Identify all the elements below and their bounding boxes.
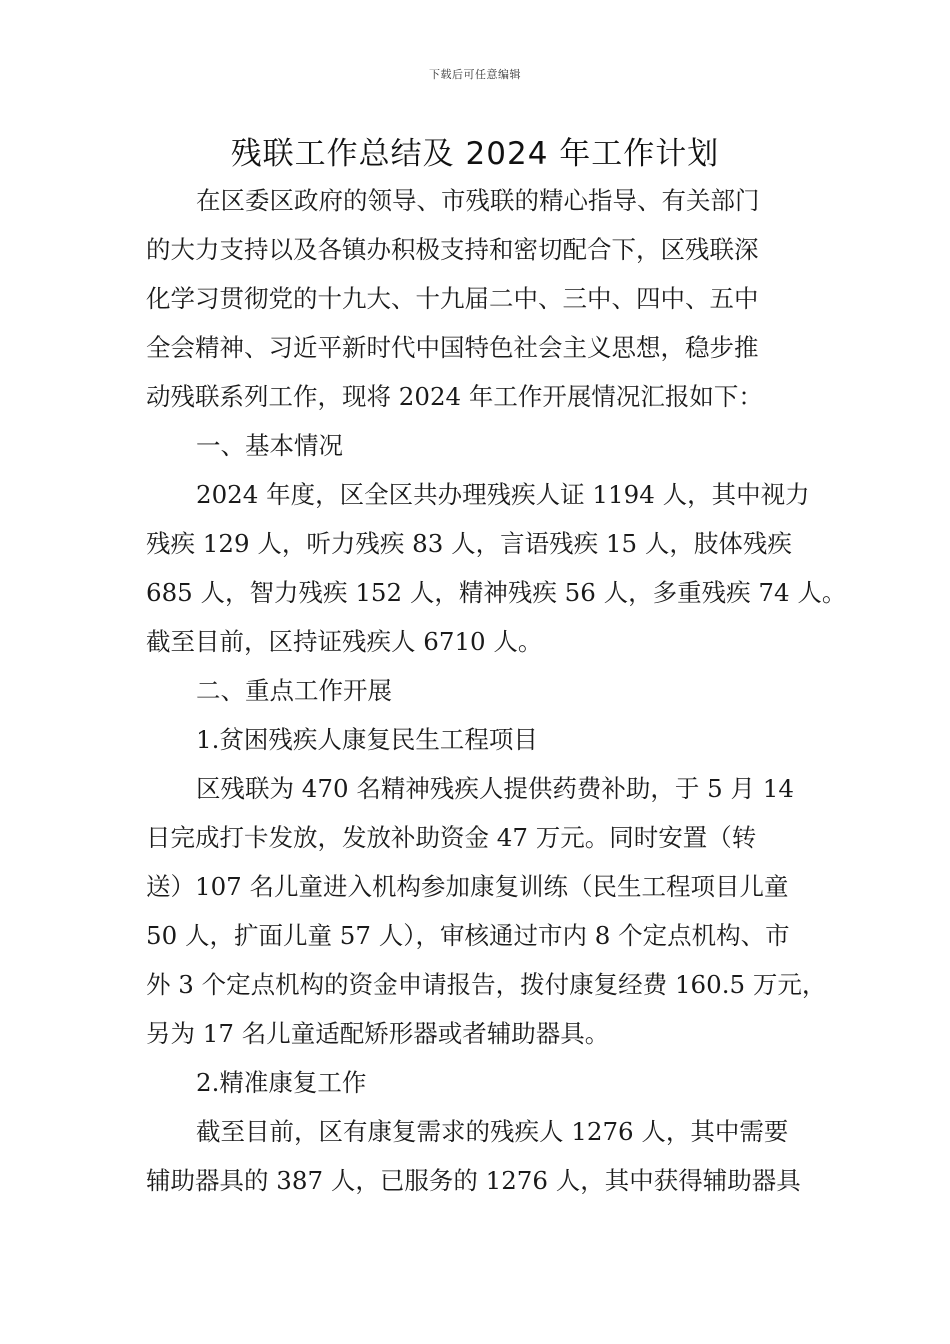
subsection-heading: 1.贫困残疾人康复民生工程项目	[196, 725, 538, 754]
section-heading: 一、基本情况	[196, 431, 343, 460]
paragraph-line: 的大力支持以及各镇办积极支持和密切配合下，区残联深	[146, 235, 759, 264]
paragraph-line: 化学习贯彻党的十九大、十九届二中、三中、四中、五中	[146, 284, 759, 313]
paragraph-line: 50 人，扩面儿童 57 人），审核通过市内 8 个定点机构、市	[146, 921, 790, 950]
section-heading: 二、重点工作开展	[196, 676, 392, 705]
paragraph-line: 截至目前，区持证残疾人 6710 人。	[146, 627, 543, 656]
paragraph-line: 全会精神、习近平新时代中国特色社会主义思想，稳步推	[146, 333, 759, 362]
paragraph-line: 另为 17 名儿童适配矫形器或者辅助器具。	[146, 1019, 610, 1048]
subsection-heading: 2.精准康复工作	[196, 1068, 367, 1097]
paragraph-line: 在区委区政府的领导、市残联的精心指导、有关部门	[196, 186, 760, 215]
paragraph-line: 动残联系列工作，现将 2024 年工作开展情况汇报如下：	[146, 382, 763, 411]
paragraph-line: 2024 年度，区全区共办理残疾人证 1194 人，其中视力	[196, 480, 810, 509]
paragraph-line: 残疾 129 人，听力残疾 83 人，言语残疾 15 人，肢体残疾	[146, 529, 792, 558]
paragraph-line: 区残联为 470 名精神残疾人提供药费补助，于 5 月 14	[196, 774, 794, 803]
paragraph-line: 685 人，智力残疾 152 人，精神残疾 56 人，多重残疾 74 人。	[146, 578, 847, 607]
paragraph-line: 截至目前，区有康复需求的残疾人 1276 人，其中需要	[196, 1117, 789, 1146]
document-body	[146, 176, 847, 1205]
paragraph-line: 辅助器具的 387 人，已服务的 1276 人，其中获得辅助器具	[146, 1166, 801, 1195]
paragraph-line: 送）107 名儿童进入机构参加康复训练（民生工程项目儿童	[146, 872, 789, 901]
paragraph-line: 日完成打卡发放，发放补助资金 47 万元。同时安置（转	[146, 823, 757, 852]
document-title: 残联工作总结及 2024 年工作计划	[230, 136, 720, 172]
paragraph-line: 外 3 个定点机构的资金申请报告，拨付康复经费 160.5 万元，	[146, 970, 827, 999]
header-note: 下载后可任意编辑	[429, 68, 521, 81]
